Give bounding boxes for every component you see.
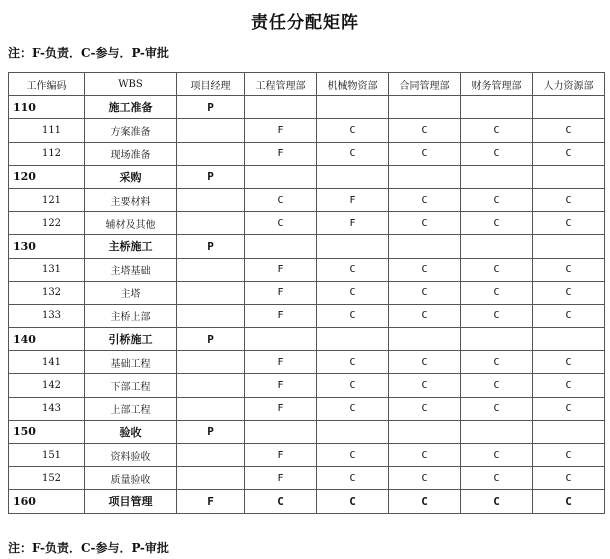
wbs-cell: 方案准备 <box>85 119 177 142</box>
work-code-cell: 150 <box>9 420 85 443</box>
responsibility-cell: F <box>245 444 317 467</box>
work-code-cell: 141 <box>9 351 85 374</box>
work-code-cell: 120 <box>9 165 85 188</box>
responsibility-cell: C <box>317 490 389 513</box>
responsibility-cell: C <box>389 304 461 327</box>
header-engineering-dept: 工程管理部 <box>245 73 317 96</box>
responsibility-cell: C <box>461 258 533 281</box>
header-contract-dept: 合同管理部 <box>389 73 461 96</box>
responsibility-cell: C <box>461 281 533 304</box>
responsibility-cell <box>317 165 389 188</box>
responsibility-cell: P <box>177 165 245 188</box>
responsibility-cell <box>245 235 317 258</box>
responsibility-cell <box>245 96 317 119</box>
table-row <box>9 467 605 490</box>
responsibility-cell: C <box>245 490 317 513</box>
wbs-cell: 主塔基础 <box>85 258 177 281</box>
responsibility-cell: C <box>317 444 389 467</box>
responsibility-cell: C <box>389 397 461 420</box>
table-group-row <box>9 490 605 513</box>
responsibility-cell: C <box>461 304 533 327</box>
responsibility-cell: C <box>533 490 605 513</box>
table-row <box>9 304 605 327</box>
responsibility-cell: C <box>317 351 389 374</box>
responsibility-cell: C <box>317 467 389 490</box>
responsibility-cell <box>245 420 317 443</box>
work-code-cell: 142 <box>9 374 85 397</box>
responsibility-cell: C <box>389 467 461 490</box>
table-group-row <box>9 328 605 351</box>
header-finance-dept: 财务管理部 <box>461 73 533 96</box>
responsibility-cell: F <box>245 374 317 397</box>
header-machinery-dept: 机械物资部 <box>317 73 389 96</box>
responsibility-cell: C <box>317 304 389 327</box>
responsibility-cell: C <box>317 142 389 165</box>
responsibility-cell <box>177 444 245 467</box>
header-wbs: WBS <box>85 73 177 96</box>
responsibility-cell <box>317 235 389 258</box>
responsibility-cell: C <box>461 374 533 397</box>
work-code-cell: 133 <box>9 304 85 327</box>
work-code-cell: 112 <box>9 142 85 165</box>
wbs-cell: 资料验收 <box>85 444 177 467</box>
wbs-cell: 引桥施工 <box>85 328 177 351</box>
table-row <box>9 351 605 374</box>
responsibility-cell <box>177 397 245 420</box>
responsibility-cell: C <box>389 490 461 513</box>
responsibility-cell: C <box>389 351 461 374</box>
header-row <box>9 73 605 96</box>
responsibility-cell: F <box>245 351 317 374</box>
responsibility-cell: P <box>177 420 245 443</box>
responsibility-cell: C <box>533 304 605 327</box>
responsibility-cell: C <box>389 119 461 142</box>
table-row <box>9 212 605 235</box>
responsibility-cell: C <box>533 212 605 235</box>
responsibility-cell: F <box>245 467 317 490</box>
responsibility-matrix-table <box>8 72 605 514</box>
responsibility-cell: C <box>461 119 533 142</box>
responsibility-cell <box>177 188 245 211</box>
responsibility-cell: F <box>177 490 245 513</box>
responsibility-cell: C <box>317 281 389 304</box>
responsibility-cell: C <box>461 444 533 467</box>
wbs-cell: 质量验收 <box>85 467 177 490</box>
table-row <box>9 142 605 165</box>
responsibility-cell: F <box>245 142 317 165</box>
responsibility-cell: P <box>177 96 245 119</box>
responsibility-cell: C <box>389 374 461 397</box>
responsibility-cell: C <box>389 212 461 235</box>
work-code-cell: 110 <box>9 96 85 119</box>
table-row <box>9 258 605 281</box>
responsibility-cell <box>389 235 461 258</box>
legend-note-top: 注：F-负责．C-参与．P-审批 <box>8 46 169 60</box>
responsibility-cell <box>461 96 533 119</box>
wbs-cell: 验收 <box>85 420 177 443</box>
responsibility-cell: C <box>461 188 533 211</box>
responsibility-cell <box>317 328 389 351</box>
header-code: 工作编码 <box>9 73 85 96</box>
responsibility-cell <box>177 351 245 374</box>
responsibility-cell: C <box>317 258 389 281</box>
work-code-cell: 132 <box>9 281 85 304</box>
wbs-cell: 主要材料 <box>85 188 177 211</box>
matrix-body <box>9 96 605 513</box>
responsibility-cell: C <box>533 467 605 490</box>
table-row <box>9 188 605 211</box>
work-code-cell: 151 <box>9 444 85 467</box>
responsibility-cell: F <box>317 212 389 235</box>
responsibility-cell <box>461 235 533 258</box>
responsibility-cell: F <box>245 258 317 281</box>
responsibility-cell <box>177 212 245 235</box>
responsibility-cell <box>389 165 461 188</box>
responsibility-cell <box>177 142 245 165</box>
responsibility-cell: C <box>389 188 461 211</box>
responsibility-cell <box>533 235 605 258</box>
wbs-cell: 上部工程 <box>85 397 177 420</box>
work-code-cell: 143 <box>9 397 85 420</box>
responsibility-cell: C <box>461 397 533 420</box>
responsibility-cell <box>177 374 245 397</box>
header-hr-dept: 人力资源部 <box>533 73 605 96</box>
responsibility-cell <box>177 304 245 327</box>
table-row <box>9 374 605 397</box>
responsibility-cell <box>245 165 317 188</box>
responsibility-cell: C <box>461 142 533 165</box>
responsibility-cell <box>461 328 533 351</box>
responsibility-cell: C <box>461 212 533 235</box>
responsibility-cell: F <box>317 188 389 211</box>
responsibility-cell: C <box>533 119 605 142</box>
responsibility-cell <box>533 96 605 119</box>
wbs-cell: 基础工程 <box>85 351 177 374</box>
responsibility-cell: C <box>317 374 389 397</box>
responsibility-cell <box>245 328 317 351</box>
responsibility-cell: C <box>533 374 605 397</box>
wbs-cell: 现场准备 <box>85 142 177 165</box>
work-code-cell: 111 <box>9 119 85 142</box>
responsibility-cell <box>461 165 533 188</box>
work-code-cell: 122 <box>9 212 85 235</box>
responsibility-cell: C <box>389 142 461 165</box>
table-group-row <box>9 165 605 188</box>
responsibility-cell <box>533 165 605 188</box>
responsibility-cell <box>177 119 245 142</box>
responsibility-cell: C <box>461 467 533 490</box>
work-code-cell: 140 <box>9 328 85 351</box>
responsibility-cell <box>389 420 461 443</box>
wbs-cell: 主桥施工 <box>85 235 177 258</box>
responsibility-cell: C <box>317 119 389 142</box>
responsibility-cell <box>389 328 461 351</box>
document-title: 责任分配矩阵 <box>251 13 359 33</box>
wbs-cell: 辅材及其他 <box>85 212 177 235</box>
wbs-cell: 项目管理 <box>85 490 177 513</box>
work-code-cell: 131 <box>9 258 85 281</box>
table-group-row <box>9 235 605 258</box>
responsibility-cell <box>317 420 389 443</box>
responsibility-cell: C <box>533 142 605 165</box>
responsibility-cell: C <box>533 258 605 281</box>
wbs-cell: 主塔 <box>85 281 177 304</box>
responsibility-cell: C <box>461 351 533 374</box>
responsibility-cell: F <box>245 119 317 142</box>
work-code-cell: 121 <box>9 188 85 211</box>
responsibility-cell: F <box>245 281 317 304</box>
responsibility-cell: C <box>389 281 461 304</box>
responsibility-cell <box>317 96 389 119</box>
responsibility-cell: C <box>461 490 533 513</box>
table-group-row <box>9 420 605 443</box>
responsibility-cell: P <box>177 328 245 351</box>
work-code-cell: 130 <box>9 235 85 258</box>
responsibility-cell: F <box>245 397 317 420</box>
responsibility-cell: F <box>245 304 317 327</box>
table-row <box>9 119 605 142</box>
wbs-cell: 主桥上部 <box>85 304 177 327</box>
table-row <box>9 444 605 467</box>
responsibility-cell: C <box>533 444 605 467</box>
wbs-cell: 采购 <box>85 165 177 188</box>
table-row <box>9 281 605 304</box>
work-code-cell: 160 <box>9 490 85 513</box>
table-group-row <box>9 96 605 119</box>
header-project-manager: 项目经理 <box>177 73 245 96</box>
responsibility-cell <box>177 467 245 490</box>
responsibility-cell: C <box>533 281 605 304</box>
responsibility-cell: P <box>177 235 245 258</box>
wbs-cell: 下部工程 <box>85 374 177 397</box>
table-row <box>9 397 605 420</box>
work-code-cell: 152 <box>9 467 85 490</box>
responsibility-cell <box>533 420 605 443</box>
responsibility-cell: C <box>533 351 605 374</box>
wbs-cell: 施工准备 <box>85 96 177 119</box>
responsibility-cell <box>177 258 245 281</box>
responsibility-cell: C <box>389 444 461 467</box>
responsibility-cell <box>533 328 605 351</box>
responsibility-cell: C <box>317 397 389 420</box>
responsibility-cell: C <box>389 258 461 281</box>
responsibility-cell: C <box>533 188 605 211</box>
responsibility-cell: C <box>533 397 605 420</box>
responsibility-cell: C <box>245 188 317 211</box>
responsibility-cell <box>177 281 245 304</box>
responsibility-cell: C <box>245 212 317 235</box>
responsibility-cell <box>389 96 461 119</box>
legend-note-bottom: 注：F-负责．C-参与．P-审批 <box>8 541 169 555</box>
responsibility-cell <box>461 420 533 443</box>
